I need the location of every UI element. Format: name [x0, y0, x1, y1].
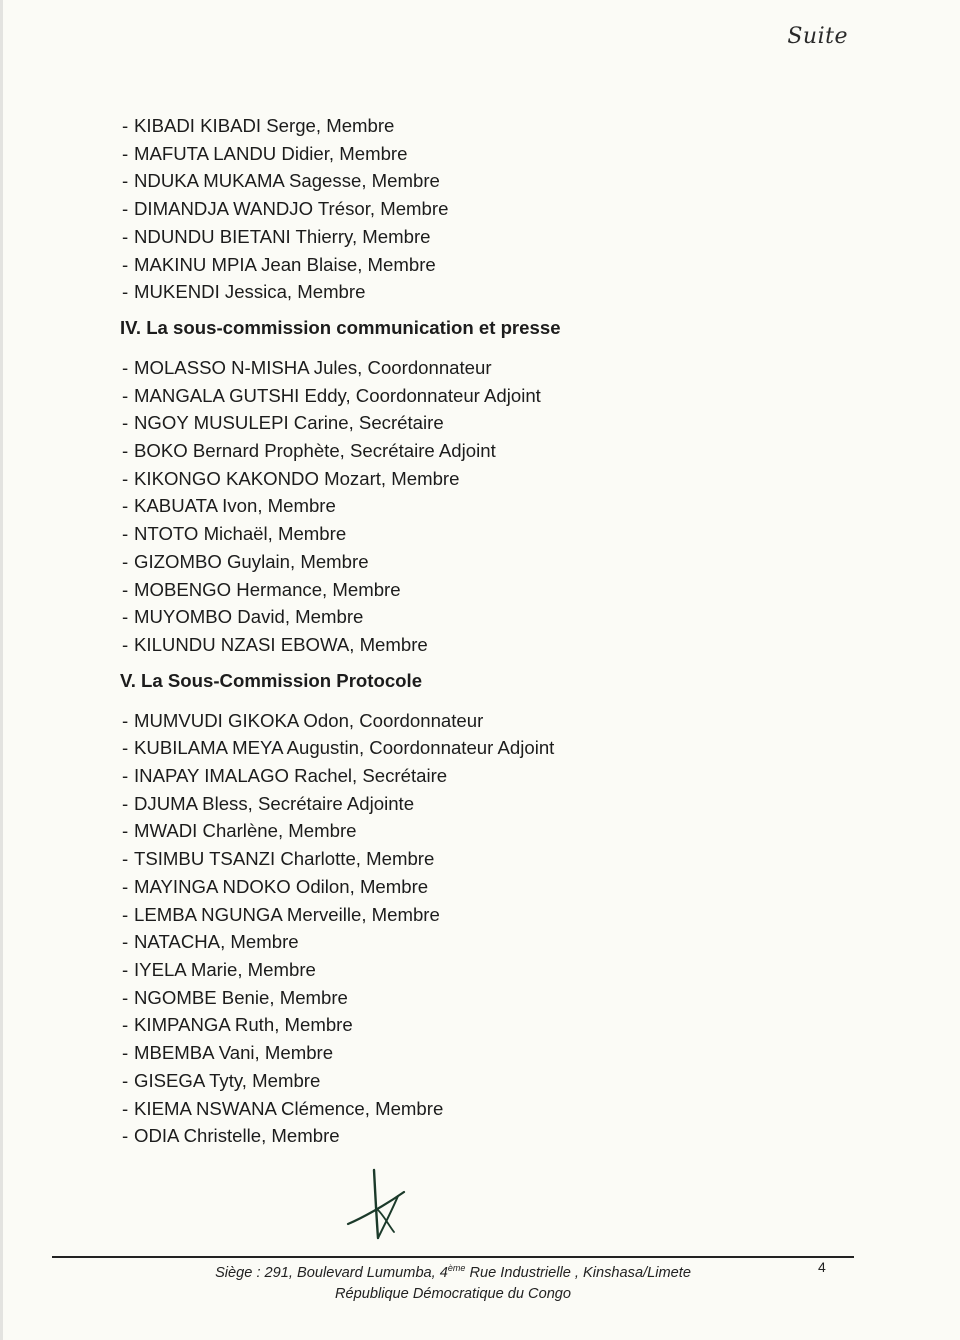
member-list-item — [122, 845, 840, 873]
member-name: NDUKA MUKAMA Sagesse, Membre — [134, 170, 440, 192]
member-list-item — [122, 195, 840, 223]
dash-bullet: - — [122, 412, 129, 434]
dash-bullet: - — [122, 495, 129, 517]
member-list-item — [122, 631, 840, 659]
member-list-item — [122, 492, 840, 520]
dash-bullet: - — [122, 384, 129, 406]
section4-heading: IV. La sous-commission communication et presse — [120, 316, 561, 338]
member-name: MWADI Charlène, Membre — [134, 820, 357, 842]
footer-address-suffix: Rue Industrielle , Kinshasa/Limete — [465, 1264, 691, 1281]
member-name: KIMPANGA Ruth, Membre — [134, 1014, 353, 1036]
document-content — [120, 112, 840, 1150]
member-list-item — [122, 167, 840, 195]
dash-bullet: - — [122, 1042, 129, 1064]
member-list-item — [122, 382, 840, 410]
member-list-item — [122, 112, 840, 140]
dash-bullet: - — [122, 848, 129, 870]
member-list-item — [122, 901, 840, 929]
dash-bullet: - — [122, 875, 129, 897]
dash-bullet: - — [122, 1014, 129, 1036]
member-name: MBEMBA Vani, Membre — [134, 1042, 334, 1064]
member-name: KILUNDU NZASI EBOWA, Membre — [134, 633, 428, 655]
member-name: NGOY MUSULEPI Carine, Secrétaire — [134, 412, 444, 434]
dash-bullet: - — [122, 1097, 129, 1119]
member-name: GISEGA Tyty, Membre — [134, 1069, 321, 1091]
member-list-item — [122, 354, 840, 382]
member-list-item — [122, 409, 840, 437]
dash-bullet: - — [122, 578, 129, 600]
dash-bullet: - — [122, 550, 129, 572]
member-name: INAPAY IMALAGO Rachel, Secrétaire — [134, 765, 448, 787]
signature-icon — [338, 1166, 418, 1246]
section3-member-list — [120, 112, 840, 306]
page-edge — [0, 0, 3, 1340]
member-name: MUYOMBO David, Membre — [134, 606, 364, 628]
member-list-item — [122, 707, 840, 735]
member-list-item — [122, 603, 840, 631]
dash-bullet: - — [122, 440, 129, 462]
member-name: NATACHA, Membre — [134, 931, 299, 953]
member-list-item — [122, 956, 840, 984]
dash-bullet: - — [122, 709, 129, 731]
member-list-item — [122, 140, 840, 168]
member-name: LEMBA NGUNGA Merveille, Membre — [134, 903, 440, 925]
dash-bullet: - — [122, 958, 129, 980]
member-list-item — [122, 278, 840, 306]
dash-bullet: - — [122, 467, 129, 489]
section4-member-list — [120, 354, 840, 659]
member-name: MOLASSO N-MISHA Jules, Coordonnateur — [134, 356, 492, 378]
dash-bullet: - — [122, 281, 129, 303]
member-list-item — [122, 734, 840, 762]
dash-bullet: - — [122, 792, 129, 814]
member-list-item — [122, 548, 840, 576]
member-name: MUKENDI Jessica, Membre — [134, 281, 366, 303]
member-name: KABUATA Ivon, Membre — [134, 495, 336, 517]
member-list-item — [122, 1095, 840, 1123]
footer-address-sup: ème — [447, 1263, 466, 1273]
member-name: GIZOMBO Guylain, Membre — [134, 550, 369, 572]
member-name: MUMVUDI GIKOKA Odon, Coordonnateur — [134, 709, 484, 731]
member-list-item — [122, 790, 840, 818]
section5-heading: V. La Sous-Commission Protocole — [120, 669, 423, 691]
member-name: NGOMBE Benie, Membre — [134, 986, 348, 1008]
dash-bullet: - — [122, 1125, 129, 1147]
member-name: MAYINGA NDOKO Odilon, Membre — [134, 875, 429, 897]
member-name: DJUMA Bless, Secrétaire Adjointe — [134, 792, 415, 814]
dash-bullet: - — [122, 170, 129, 192]
member-name: MOBENGO Hermance, Membre — [134, 578, 401, 600]
member-name: KIBADI KIBADI Serge, Membre — [134, 115, 395, 136]
member-name: KIKONGO KAKONDO Mozart, Membre — [134, 467, 460, 489]
member-list-item — [122, 1011, 840, 1039]
dash-bullet: - — [122, 986, 129, 1008]
dash-bullet: - — [122, 523, 129, 545]
member-name: NTOTO Michaël, Membre — [134, 523, 347, 545]
dash-bullet: - — [122, 903, 129, 925]
member-list-item — [122, 1039, 840, 1067]
member-name: KIEMA NSWANA Clémence, Membre — [134, 1097, 444, 1119]
dash-bullet: - — [122, 633, 129, 655]
suite-mark: Suite — [787, 24, 848, 49]
footer-address — [52, 1258, 854, 1284]
member-name: MAFUTA LANDU Didier, Membre — [134, 142, 408, 164]
member-name: NDUNDU BIETANI Thierry, Membre — [134, 225, 431, 247]
member-list-item — [122, 817, 840, 845]
dash-bullet: - — [122, 931, 129, 953]
member-list-item — [122, 251, 840, 279]
member-name: TSIMBU TSANZI Charlotte, Membre — [134, 848, 435, 870]
dash-bullet: - — [122, 356, 129, 378]
section5-member-list — [120, 707, 840, 1150]
member-list-item — [122, 437, 840, 465]
dash-bullet: - — [122, 225, 129, 247]
member-name: BOKO Bernard Prophète, Secrétaire Adjoint — [134, 440, 496, 462]
member-name: ODIA Christelle, Membre — [134, 1125, 340, 1147]
member-list-item — [122, 984, 840, 1012]
dash-bullet: - — [122, 737, 129, 759]
dash-bullet: - — [122, 115, 129, 136]
member-list-item — [122, 873, 840, 901]
member-list-item — [122, 928, 840, 956]
member-name: IYELA Marie, Membre — [134, 958, 316, 980]
footer — [52, 1258, 854, 1305]
footer-address-prefix: Siège : 291, Boulevard Lumumba, 4 — [215, 1264, 448, 1281]
dash-bullet: - — [122, 606, 129, 628]
footer-country: République Démocratique du Congo — [334, 1285, 572, 1302]
member-list-item — [122, 520, 840, 548]
dash-bullet: - — [122, 765, 129, 787]
member-list-item — [122, 762, 840, 790]
member-name: KUBILAMA MEYA Augustin, Coordonnateur Adjoint — [134, 737, 555, 759]
dash-bullet: - — [122, 142, 129, 164]
member-name: MAKINU MPIA Jean Blaise, Membre — [134, 253, 436, 275]
member-list-item — [122, 465, 840, 493]
dash-bullet: - — [122, 253, 129, 275]
member-name: DIMANDJA WANDJO Trésor, Membre — [134, 198, 449, 220]
dash-bullet: - — [122, 198, 129, 220]
member-name: MANGALA GUTSHI Eddy, Coordonnateur Adjoint — [134, 384, 541, 406]
page-number: 4 — [818, 1259, 826, 1275]
dash-bullet: - — [122, 820, 129, 842]
dash-bullet: - — [122, 1069, 129, 1091]
member-list-item — [122, 223, 840, 251]
member-list-item — [122, 576, 840, 604]
member-list-item — [122, 1067, 840, 1095]
member-list-item — [122, 1122, 840, 1150]
